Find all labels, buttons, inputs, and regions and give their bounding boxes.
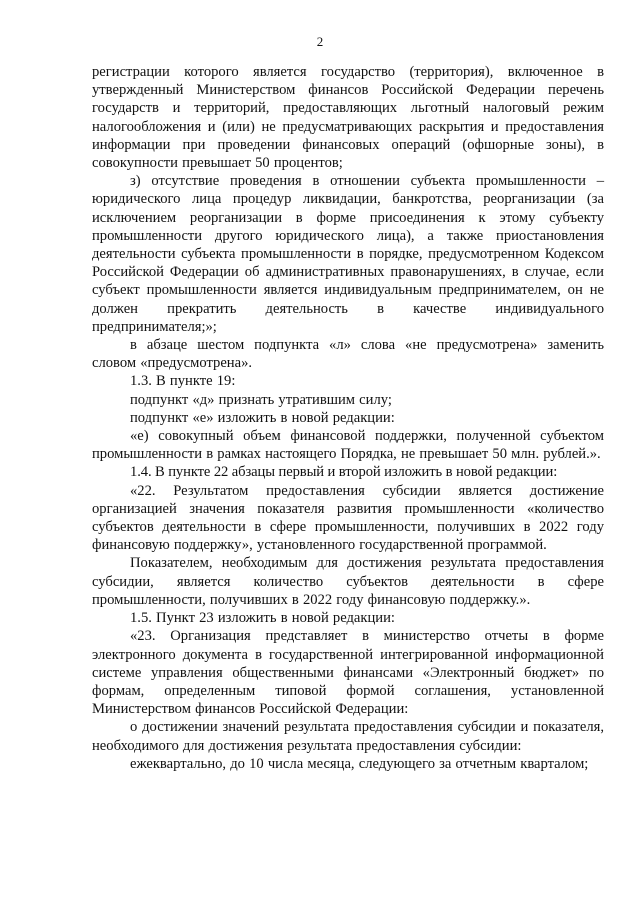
document-body <box>92 63 604 773</box>
paragraph-5: подпункт «д» признать утратившим силу; <box>130 391 392 408</box>
paragraph-11: 1.5. Пункт 23 изложить в новой редакции: <box>130 610 395 627</box>
paragraph-4: 1.3. В пункте 19: <box>130 373 236 390</box>
paragraph-7: «е) совокупный объем финансовой поддержки, полученной субъектом промышленности в рамках настоящего Порядка, не превышает 50 млн. рублей.». <box>92 428 604 463</box>
paragraph-6: подпункт «е» изложить в новой редакции: <box>130 409 395 426</box>
paragraph-3: в абзаце шестом подпункта «л» слова «не предусмотрена» заменить словом «предусмотрена». <box>92 337 604 372</box>
page-number: 2 <box>316 34 324 49</box>
paragraph-8: 1.4. В пункте 22 абзацы первый и второй изложить в новой редакции: <box>130 464 558 481</box>
paragraph-12: «23. Организация представляет в министерство отчеты в форме электронного документа в государственной интегрированной информационной системе управления общественными финансами «Электронный бюджет» по формам, определенным типовой формой соглашения, установленной Министерством финансов Российской Федерации: <box>92 628 604 718</box>
paragraph-1: регистрации которого является государство (территория), включенное в утвержденный Министерством финансов Российской Федерации перечень государств и территорий, предоставляющих льготный налоговый режим налогообложения и (или) не предусматривающих раскрытия и предоставления информации при проведении финансовых операций (офшорные зоны), в совокупности превышает 50 процентов; <box>92 64 604 172</box>
paragraph-10: Показателем, необходимым для достижения результата предоставления субсидии, является количество субъектов деятельности в сфере промышленности, получивших в 2022 году финансовую поддержку.». <box>92 555 604 608</box>
paragraph-13: о достижении значений результата предоставления субсидии и показателя, необходимого для достижения результата предоставления субсидии: <box>92 719 604 754</box>
paragraph-9: «22. Результатом предоставления субсидии является достижение организацией значения показателя развития промышленности «количество субъектов деятельности в сфере промышленности, получивших в 2022 году финансовую поддержку», установленного государственной программой. <box>92 482 604 554</box>
paragraph-2: з) отсутствие проведения в отношении субъекта промышленности – юридического лица процедур ликвидации, банкротства, реорганизации (за исключением реорганизации в форме присоединения к этому субъекту промышленности другого юридического лица), а также приостановления деятельности субъекта промышленности в порядке, предусмотренном Кодексом Российской Федерации об административных правонарушениях, в случае, если субъект промышленности является индивидуальным предпринимателем, он не должен прекратить деятельность в качестве индивидуального предпринимателя;»; <box>92 173 604 335</box>
paragraph-14: ежеквартально, до 10 числа месяца, следующего за отчетным кварталом; <box>130 755 589 772</box>
